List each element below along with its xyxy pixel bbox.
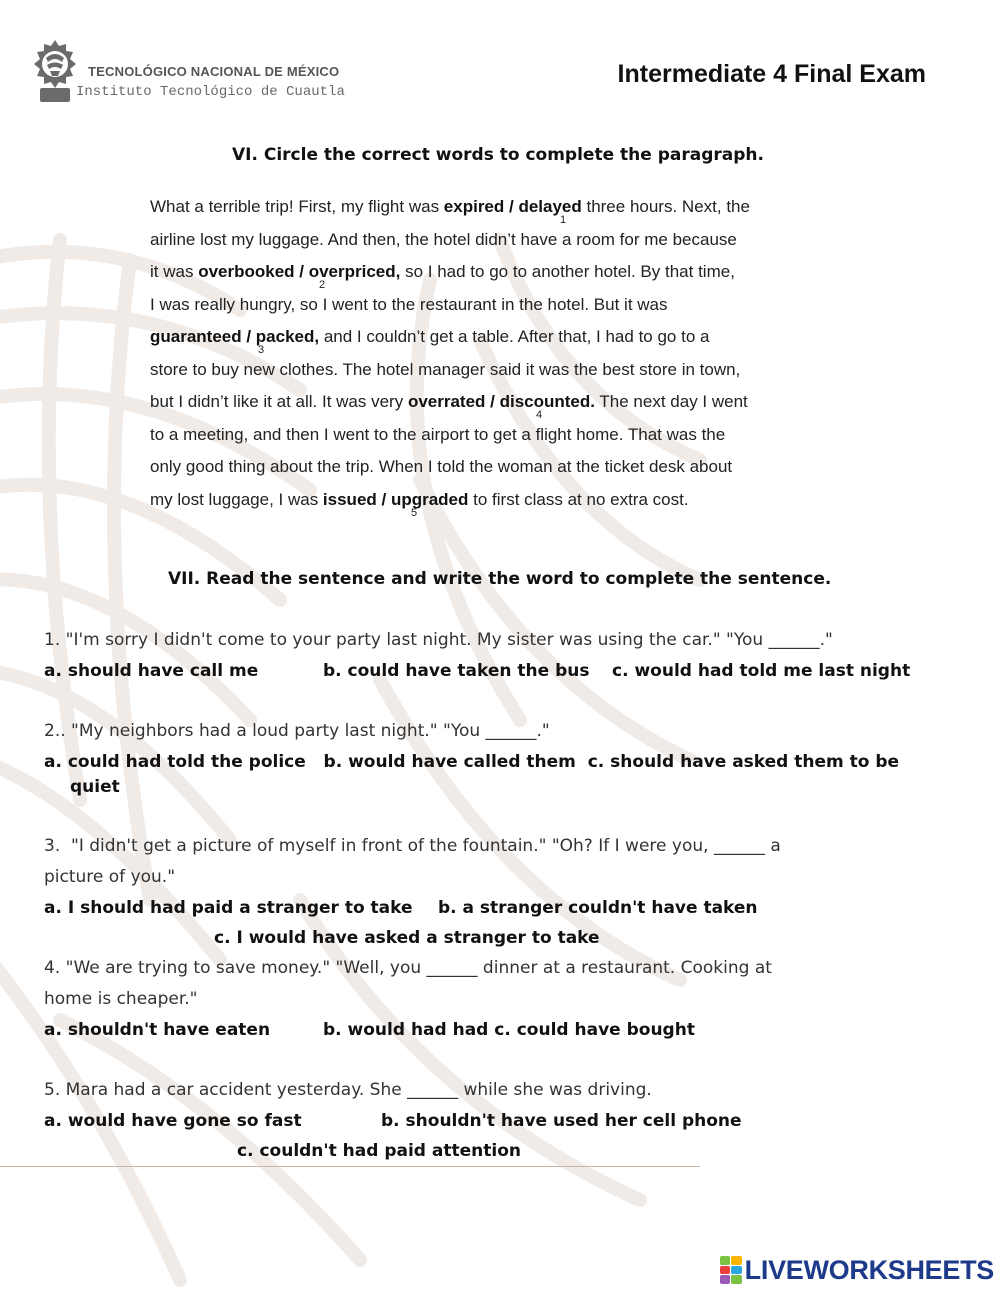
- q2-option-c-cont: quiet: [70, 777, 120, 797]
- paragraph-line: [150, 197, 750, 217]
- question-5: 5. Mara had a car accident yesterday. She ______ while she was driving.: [44, 1080, 652, 1100]
- word-choice[interactable]: issued / upgraded: [322, 490, 469, 509]
- paragraph-text: only good thing about the trip. When I told the woman at the ticket desk about: [150, 457, 733, 476]
- liveworksheets-logo-icon: [720, 1256, 742, 1284]
- q3-option-a: a. I should had paid a stranger to take: [44, 898, 413, 918]
- q3-option-c: c. I would have asked a stranger to take: [214, 928, 600, 948]
- paragraph-line: [150, 392, 748, 412]
- paragraph-text: so I had to go to another hotel. By that time,: [400, 262, 735, 281]
- marker-1: 1: [560, 214, 567, 226]
- q1-option-a: a. should have call me: [44, 661, 259, 681]
- divider-line: [0, 1166, 700, 1167]
- paragraph-text: What a terrible trip! First, my flight was: [150, 197, 444, 216]
- paragraph-line: [150, 490, 689, 510]
- paragraph-text: but I didn’t like it at all. It was very: [150, 392, 408, 411]
- q1-option-c: c. would had told me last night: [612, 661, 911, 681]
- paragraph-text: The next day I went: [595, 392, 748, 411]
- paragraph-text: three hours. Next, the: [581, 197, 750, 216]
- liveworksheets-wordmark: LIVEWORKSHEETS: [744, 1254, 994, 1285]
- section-7-title: VII. Read the sentence and write the word to complete the sentence.: [168, 569, 832, 589]
- q4-options-bc: b. would had had c. could have bought: [323, 1020, 695, 1040]
- q5-option-b: b. shouldn't have used her cell phone: [381, 1111, 742, 1131]
- paragraph-line: [150, 262, 735, 282]
- word-choice[interactable]: overbooked / overpriced,: [198, 262, 401, 281]
- q1-option-b: b. could have taken the bus: [323, 661, 590, 681]
- word-choice[interactable]: expired / delayed: [443, 197, 582, 216]
- paragraph-text: to a meeting, and then I went to the airport to get a flight home. That was the: [150, 425, 726, 444]
- word-choice[interactable]: overrated / discounted.: [407, 392, 595, 411]
- paragraph-text: my lost luggage, I was: [150, 490, 323, 509]
- marker-4: 4: [536, 409, 543, 421]
- institution-name: TECNOLÓGICO NACIONAL DE MÉXICO: [88, 64, 340, 79]
- question-3-line-1: 3. "I didn't get a picture of myself in front of the fountain." "Oh? If I were you, ______ a: [44, 836, 781, 856]
- marker-5: 5: [411, 507, 418, 519]
- q4-option-a: a. shouldn't have eaten: [44, 1020, 271, 1040]
- paragraph-line: [150, 360, 740, 380]
- question-1: 1. "I'm sorry I didn't come to your party last night. My sister was using the car." "You ______.": [44, 630, 833, 650]
- q2-options: a. could had told the police b. would have called them c. should have asked them to be: [44, 752, 900, 772]
- paragraph-text: airline lost my luggage. And then, the hotel didn’t have a room for me because: [150, 230, 737, 249]
- tecnm-logo-icon: [32, 38, 78, 104]
- question-4-line-1: 4. "We are trying to save money." "Well, you ______ dinner at a restaurant. Cooking at: [44, 958, 772, 978]
- question-3-line-2: picture of you.": [44, 867, 176, 887]
- question-2: 2.. "My neighbors had a loud party last night." "You ______.": [44, 721, 550, 741]
- paragraph-text: and I couldn’t get a table. After that, I had to go to a: [319, 327, 710, 346]
- q3-option-b: b. a stranger couldn't have taken: [438, 898, 758, 918]
- paragraph-text: I was really hungry, so I went to the restaurant in the hotel. But it was: [150, 295, 668, 314]
- word-choice[interactable]: guaranteed / packed,: [150, 327, 320, 346]
- exam-title: Intermediate 4 Final Exam: [617, 60, 926, 88]
- paragraph-line: [150, 230, 737, 250]
- liveworksheets-brand: [720, 1255, 994, 1285]
- q5-option-c: c. couldn't had paid attention: [237, 1141, 521, 1161]
- paragraph-line: [150, 327, 709, 347]
- paragraph-line: [150, 457, 732, 477]
- paragraph-line: [150, 425, 725, 445]
- marker-2: 2: [319, 279, 326, 291]
- marker-3: 3: [258, 344, 265, 356]
- q5-option-a: a. would have gone so fast: [44, 1111, 302, 1131]
- section-6-title: VI. Circle the correct words to complete the paragraph.: [232, 145, 764, 165]
- paragraph-text: store to buy new clothes. The hotel manager said it was the best store in town,: [150, 360, 741, 379]
- paragraph-text: to first class at no extra cost.: [468, 490, 689, 509]
- paragraph-text: it was: [150, 262, 199, 281]
- question-4-line-2: home is cheaper.": [44, 989, 198, 1009]
- paragraph-line: [150, 295, 668, 315]
- campus-name: Instituto Tecnológico de Cuautla: [76, 84, 345, 100]
